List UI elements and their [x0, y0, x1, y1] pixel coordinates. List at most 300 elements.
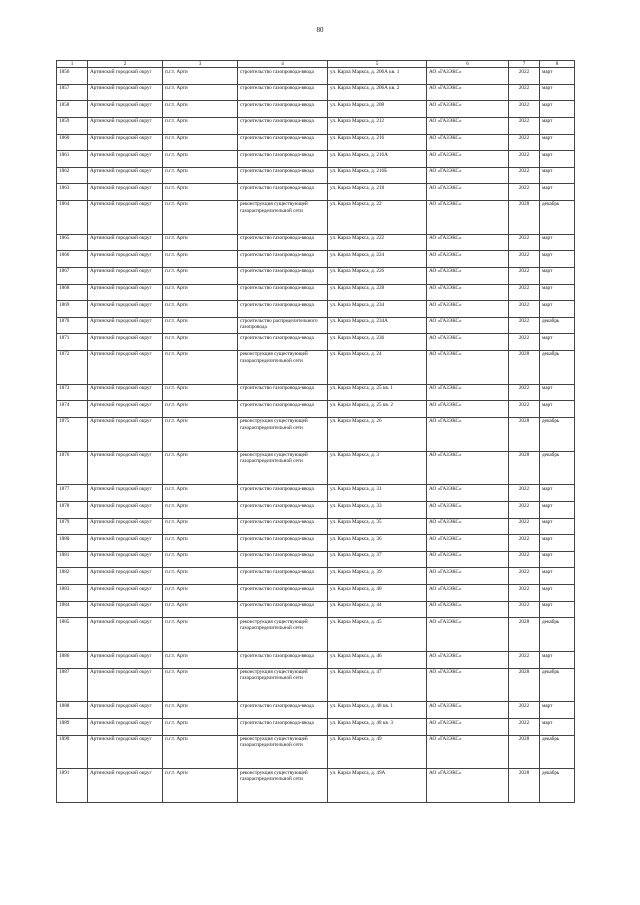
address-cell: ул. Карла Маркса, д. 216	[328, 134, 427, 151]
row-number-cell: 1862	[57, 167, 88, 184]
table-row	[57, 251, 575, 268]
settlement-cell: п.г.т. Арти	[163, 284, 238, 301]
year-cell: 2022	[509, 334, 540, 351]
register-table	[56, 60, 575, 803]
table-row	[57, 618, 575, 652]
row-number-cell: 1860	[57, 134, 88, 151]
address-cell: ул. Карла Маркса, д. 49	[328, 735, 427, 769]
month-cell: декабрь	[540, 317, 575, 334]
settlement-cell: п.г.т. Арти	[163, 719, 238, 736]
organization-cell: АО «ГАЗЭКС»	[427, 267, 509, 284]
row-number-cell: 1864	[57, 200, 88, 234]
address-cell: ул. Карла Маркса, д. 236	[328, 334, 427, 351]
municipality-cell: Артинский городской округ	[88, 451, 163, 485]
table-row	[57, 117, 575, 134]
year-cell: 2028	[509, 417, 540, 451]
year-cell: 2022	[509, 267, 540, 284]
table-row	[57, 585, 575, 602]
year-cell: 2028	[509, 451, 540, 485]
municipality-cell: Артинский городской округ	[88, 84, 163, 101]
municipality-cell: Артинский городской округ	[88, 719, 163, 736]
work-type-cell: строительство газопровода-ввода	[238, 267, 328, 284]
table-row	[57, 301, 575, 318]
organization-cell: АО «ГАЗЭКС»	[427, 317, 509, 334]
month-cell: март	[540, 184, 575, 201]
year-cell: 2028	[509, 200, 540, 234]
work-type-cell: строительство газопровода-ввода	[238, 234, 328, 251]
year-cell: 2022	[509, 518, 540, 535]
organization-cell: АО «ГАЗЭКС»	[427, 284, 509, 301]
month-cell: март	[540, 518, 575, 535]
municipality-cell: Артинский городской округ	[88, 134, 163, 151]
organization-cell: АО «ГАЗЭКС»	[427, 719, 509, 736]
month-cell: март	[540, 68, 575, 85]
organization-cell: АО «ГАЗЭКС»	[427, 702, 509, 719]
municipality-cell: Артинский городской округ	[88, 284, 163, 301]
work-type-cell: реконструкция существующей газораспределительной сети	[238, 350, 328, 384]
organization-cell: АО «ГАЗЭКС»	[427, 735, 509, 769]
organization-cell: АО «ГАЗЭКС»	[427, 535, 509, 552]
month-cell: март	[540, 134, 575, 151]
row-number-cell: 1877	[57, 485, 88, 502]
row-number-cell: 1875	[57, 417, 88, 451]
work-type-cell: строительство газопровода-ввода	[238, 652, 328, 669]
organization-cell: АО «ГАЗЭКС»	[427, 485, 509, 502]
municipality-cell: Артинский городской округ	[88, 184, 163, 201]
address-cell: ул. Карла Маркса, д. 40	[328, 585, 427, 602]
settlement-cell: п.г.т. Арти	[163, 334, 238, 351]
municipality-cell: Артинский городской округ	[88, 551, 163, 568]
year-cell: 2022	[509, 101, 540, 118]
address-cell: ул. Карла Маркса, д. 228	[328, 284, 427, 301]
municipality-cell: Артинский городской округ	[88, 200, 163, 234]
organization-cell: АО «ГАЗЭКС»	[427, 601, 509, 618]
month-cell: декабрь	[540, 451, 575, 485]
municipality-cell: Артинский городской округ	[88, 267, 163, 284]
table-row	[57, 200, 575, 234]
settlement-cell: п.г.т. Арти	[163, 151, 238, 168]
address-cell: ул. Карла Маркса, д. 216Б	[328, 167, 427, 184]
municipality-cell: Артинский городской округ	[88, 735, 163, 769]
municipality-cell: Артинский городской округ	[88, 350, 163, 384]
organization-cell: АО «ГАЗЭКС»	[427, 401, 509, 418]
row-number-cell: 1872	[57, 350, 88, 384]
month-cell: декабрь	[540, 350, 575, 384]
address-cell: ул. Карла Маркса, д. 47	[328, 668, 427, 702]
row-number-cell: 1859	[57, 117, 88, 134]
year-cell: 2022	[509, 151, 540, 168]
work-type-cell: строительство газопровода-ввода	[238, 518, 328, 535]
row-number-cell: 1861	[57, 151, 88, 168]
settlement-cell: п.г.т. Арти	[163, 535, 238, 552]
table-row	[57, 267, 575, 284]
table-row	[57, 518, 575, 535]
work-type-cell: реконструкция существующей газораспределительной сети	[238, 451, 328, 485]
address-cell: ул. Карла Маркса, д. 218	[328, 184, 427, 201]
year-cell: 2022	[509, 301, 540, 318]
row-number-cell: 1871	[57, 334, 88, 351]
municipality-cell: Артинский городской округ	[88, 485, 163, 502]
municipality-cell: Артинский городской округ	[88, 317, 163, 334]
settlement-cell: п.г.т. Арти	[163, 251, 238, 268]
organization-cell: АО «ГАЗЭКС»	[427, 234, 509, 251]
column-number-1: 1	[57, 61, 88, 68]
settlement-cell: п.г.т. Арти	[163, 317, 238, 334]
work-type-cell: реконструкция существующей газораспределительной сети	[238, 668, 328, 702]
address-cell: ул. Карла Маркса, д. 222	[328, 234, 427, 251]
organization-cell: АО «ГАЗЭКС»	[427, 618, 509, 652]
column-number-6: 6	[427, 61, 509, 68]
row-number-cell: 1888	[57, 702, 88, 719]
table-row	[57, 350, 575, 384]
municipality-cell: Артинский городской округ	[88, 234, 163, 251]
year-cell: 2028	[509, 668, 540, 702]
table-row	[57, 417, 575, 451]
month-cell: декабрь	[540, 668, 575, 702]
address-cell: ул. Карла Маркса, д. 33	[328, 502, 427, 519]
row-number-cell: 1890	[57, 735, 88, 769]
work-type-cell: реконструкция существующей газораспределительной сети	[238, 200, 328, 234]
work-type-cell: строительство газопровода-ввода	[238, 719, 328, 736]
table-row	[57, 68, 575, 85]
table-row	[57, 451, 575, 485]
table-row	[57, 384, 575, 401]
organization-cell: АО «ГАЗЭКС»	[427, 151, 509, 168]
year-cell: 2022	[509, 284, 540, 301]
row-number-cell: 1863	[57, 184, 88, 201]
month-cell: март	[540, 117, 575, 134]
year-cell: 2028	[509, 769, 540, 803]
row-number-cell: 1869	[57, 301, 88, 318]
work-type-cell: строительство газопровода-ввода	[238, 68, 328, 85]
settlement-cell: п.г.т. Арти	[163, 502, 238, 519]
organization-cell: АО «ГАЗЭКС»	[427, 585, 509, 602]
organization-cell: АО «ГАЗЭКС»	[427, 652, 509, 669]
table-row	[57, 334, 575, 351]
address-cell: ул. Карла Маркса, д. 25 кв. 2	[328, 401, 427, 418]
year-cell: 2022	[509, 401, 540, 418]
work-type-cell: реконструкция существующей газораспределительной сети	[238, 769, 328, 803]
address-cell: ул. Карла Маркса, д. 208	[328, 101, 427, 118]
month-cell: декабрь	[540, 769, 575, 803]
month-cell: март	[540, 151, 575, 168]
month-cell: март	[540, 167, 575, 184]
work-type-cell: реконструкция существующей газораспределительной сети	[238, 735, 328, 769]
address-cell: ул. Карла Маркса, д. 26	[328, 417, 427, 451]
work-type-cell: строительство газопровода-ввода	[238, 551, 328, 568]
work-type-cell: строительство газопровода-ввода	[238, 84, 328, 101]
table-row	[57, 735, 575, 769]
row-number-cell: 1857	[57, 84, 88, 101]
work-type-cell: строительство газопровода-ввода	[238, 601, 328, 618]
organization-cell: АО «ГАЗЭКС»	[427, 668, 509, 702]
table-row	[57, 502, 575, 519]
table-row	[57, 151, 575, 168]
municipality-cell: Артинский городской округ	[88, 117, 163, 134]
table-row	[57, 167, 575, 184]
organization-cell: АО «ГАЗЭКС»	[427, 502, 509, 519]
address-cell: ул. Карла Маркса, д. 48 кв. 1	[328, 702, 427, 719]
organization-cell: АО «ГАЗЭКС»	[427, 68, 509, 85]
settlement-cell: п.г.т. Арти	[163, 652, 238, 669]
year-cell: 2028	[509, 618, 540, 652]
work-type-cell: строительство газопровода-ввода	[238, 334, 328, 351]
municipality-cell: Артинский городской округ	[88, 301, 163, 318]
year-cell: 2022	[509, 234, 540, 251]
row-number-cell: 1866	[57, 251, 88, 268]
organization-cell: АО «ГАЗЭКС»	[427, 451, 509, 485]
month-cell: март	[540, 502, 575, 519]
organization-cell: АО «ГАЗЭКС»	[427, 117, 509, 134]
address-cell: ул. Карла Маркса, д. 24	[328, 350, 427, 384]
municipality-cell: Артинский городской округ	[88, 401, 163, 418]
year-cell: 2022	[509, 702, 540, 719]
table-row	[57, 284, 575, 301]
month-cell: март	[540, 485, 575, 502]
organization-cell: АО «ГАЗЭКС»	[427, 417, 509, 451]
month-cell: март	[540, 284, 575, 301]
table-header-row	[57, 61, 575, 68]
settlement-cell: п.г.т. Арти	[163, 101, 238, 118]
address-cell: ул. Карла Маркса, д. 48 кв. 3	[328, 719, 427, 736]
work-type-cell: строительство газопровода-ввода	[238, 568, 328, 585]
row-number-cell: 1880	[57, 535, 88, 552]
year-cell: 2022	[509, 502, 540, 519]
row-number-cell: 1876	[57, 451, 88, 485]
settlement-cell: п.г.т. Арти	[163, 401, 238, 418]
row-number-cell: 1865	[57, 234, 88, 251]
month-cell: декабрь	[540, 735, 575, 769]
settlement-cell: п.г.т. Арти	[163, 200, 238, 234]
municipality-cell: Артинский городской округ	[88, 585, 163, 602]
work-type-cell: строительство газопровода-ввода	[238, 167, 328, 184]
column-number-8: 8	[540, 61, 575, 68]
work-type-cell: строительство газопровода-ввода	[238, 184, 328, 201]
month-cell: декабрь	[540, 200, 575, 234]
month-cell: март	[540, 334, 575, 351]
row-number-cell: 1886	[57, 652, 88, 669]
work-type-cell: строительство газопровода-ввода	[238, 384, 328, 401]
month-cell: декабрь	[540, 417, 575, 451]
address-cell: ул. Карла Маркса, д. 234А	[328, 317, 427, 334]
address-cell: ул. Карла Маркса, д. 37	[328, 551, 427, 568]
table-row	[57, 184, 575, 201]
year-cell: 2022	[509, 68, 540, 85]
organization-cell: АО «ГАЗЭКС»	[427, 134, 509, 151]
month-cell: март	[540, 301, 575, 318]
table-row	[57, 568, 575, 585]
table-row	[57, 551, 575, 568]
year-cell: 2022	[509, 184, 540, 201]
settlement-cell: п.г.т. Арти	[163, 84, 238, 101]
settlement-cell: п.г.т. Арти	[163, 551, 238, 568]
organization-cell: АО «ГАЗЭКС»	[427, 334, 509, 351]
month-cell: март	[540, 101, 575, 118]
table-row	[57, 485, 575, 502]
table-row	[57, 769, 575, 803]
municipality-cell: Артинский городской округ	[88, 167, 163, 184]
row-number-cell: 1874	[57, 401, 88, 418]
year-cell: 2022	[509, 535, 540, 552]
organization-cell: АО «ГАЗЭКС»	[427, 184, 509, 201]
year-cell: 2022	[509, 601, 540, 618]
address-cell: ул. Карла Маркса, д. 22	[328, 200, 427, 234]
row-number-cell: 1884	[57, 601, 88, 618]
settlement-cell: п.г.т. Арти	[163, 568, 238, 585]
year-cell: 2022	[509, 585, 540, 602]
year-cell: 2028	[509, 735, 540, 769]
month-cell: декабрь	[540, 618, 575, 652]
address-cell: ул. Карла Маркса, д. 39	[328, 568, 427, 585]
address-cell: ул. Карла Маркса, д. 46	[328, 652, 427, 669]
organization-cell: АО «ГАЗЭКС»	[427, 251, 509, 268]
address-cell: ул. Карла Маркса, д. 31	[328, 485, 427, 502]
table-row	[57, 652, 575, 669]
organization-cell: АО «ГАЗЭКС»	[427, 167, 509, 184]
municipality-cell: Артинский городской округ	[88, 769, 163, 803]
row-number-cell: 1878	[57, 502, 88, 519]
table-row	[57, 134, 575, 151]
settlement-cell: п.г.т. Арти	[163, 267, 238, 284]
year-cell: 2022	[509, 568, 540, 585]
municipality-cell: Артинский городской округ	[88, 151, 163, 168]
month-cell: март	[540, 652, 575, 669]
year-cell: 2028	[509, 350, 540, 384]
row-number-cell: 1879	[57, 518, 88, 535]
month-cell: март	[540, 585, 575, 602]
settlement-cell: п.г.т. Арти	[163, 417, 238, 451]
address-cell: ул. Карла Маркса, д. 212	[328, 117, 427, 134]
year-cell: 2022	[509, 117, 540, 134]
year-cell: 2022	[509, 384, 540, 401]
month-cell: март	[540, 384, 575, 401]
column-number-4: 4	[238, 61, 328, 68]
address-cell: ул. Карла Маркса, д. 234	[328, 301, 427, 318]
page-number: 80	[316, 26, 324, 34]
settlement-cell: п.г.т. Арти	[163, 68, 238, 85]
table-row	[57, 535, 575, 552]
settlement-cell: п.г.т. Арти	[163, 702, 238, 719]
month-cell: март	[540, 234, 575, 251]
year-cell: 2022	[509, 84, 540, 101]
row-number-cell: 1887	[57, 668, 88, 702]
row-number-cell: 1891	[57, 769, 88, 803]
table-row	[57, 719, 575, 736]
settlement-cell: п.г.т. Арти	[163, 134, 238, 151]
work-type-cell: строительство распределительного газопровода	[238, 317, 328, 334]
month-cell: март	[540, 84, 575, 101]
year-cell: 2022	[509, 652, 540, 669]
work-type-cell: строительство газопровода-ввода	[238, 535, 328, 552]
column-number-7: 7	[509, 61, 540, 68]
table-row	[57, 702, 575, 719]
row-number-cell: 1858	[57, 101, 88, 118]
municipality-cell: Артинский городской округ	[88, 568, 163, 585]
table-row	[57, 234, 575, 251]
row-number-cell: 1889	[57, 719, 88, 736]
municipality-cell: Артинский городской округ	[88, 518, 163, 535]
column-number-3: 3	[163, 61, 238, 68]
month-cell: март	[540, 535, 575, 552]
column-number-2: 2	[88, 61, 163, 68]
row-number-cell: 1856	[57, 68, 88, 85]
work-type-cell: строительство газопровода-ввода	[238, 101, 328, 118]
municipality-cell: Артинский городской округ	[88, 251, 163, 268]
work-type-cell: строительство газопровода-ввода	[238, 485, 328, 502]
municipality-cell: Артинский городской округ	[88, 601, 163, 618]
year-cell: 2022	[509, 134, 540, 151]
address-cell: ул. Карла Маркса, д. 45	[328, 618, 427, 652]
month-cell: март	[540, 702, 575, 719]
settlement-cell: п.г.т. Арти	[163, 167, 238, 184]
row-number-cell: 1870	[57, 317, 88, 334]
municipality-cell: Артинский городской округ	[88, 535, 163, 552]
address-cell: ул. Карла Маркса, д. 3	[328, 451, 427, 485]
row-number-cell: 1882	[57, 568, 88, 585]
year-cell: 2022	[509, 719, 540, 736]
organization-cell: АО «ГАЗЭКС»	[427, 301, 509, 318]
work-type-cell: строительство газопровода-ввода	[238, 117, 328, 134]
work-type-cell: строительство газопровода-ввода	[238, 702, 328, 719]
address-cell: ул. Карла Маркса, д. 25 кв. 1	[328, 384, 427, 401]
municipality-cell: Артинский городской округ	[88, 384, 163, 401]
municipality-cell: Артинский городской округ	[88, 417, 163, 451]
address-cell: ул. Карла Маркса, д. 49А	[328, 769, 427, 803]
year-cell: 2022	[509, 485, 540, 502]
municipality-cell: Артинский городской округ	[88, 702, 163, 719]
municipality-cell: Артинский городской округ	[88, 652, 163, 669]
settlement-cell: п.г.т. Арти	[163, 769, 238, 803]
settlement-cell: п.г.т. Арти	[163, 585, 238, 602]
month-cell: март	[540, 601, 575, 618]
row-number-cell: 1873	[57, 384, 88, 401]
address-cell: ул. Карла Маркса, д. 36	[328, 535, 427, 552]
address-cell: ул. Карла Маркса, д. 216А	[328, 151, 427, 168]
table-row	[57, 84, 575, 101]
municipality-cell: Артинский городской округ	[88, 618, 163, 652]
organization-cell: АО «ГАЗЭКС»	[427, 200, 509, 234]
table-row	[57, 101, 575, 118]
address-cell: ул. Карла Маркса, д. 226	[328, 267, 427, 284]
settlement-cell: п.г.т. Арти	[163, 518, 238, 535]
settlement-cell: п.г.т. Арти	[163, 735, 238, 769]
work-type-cell: строительство газопровода-ввода	[238, 284, 328, 301]
municipality-cell: Артинский городской округ	[88, 68, 163, 85]
work-type-cell: строительство газопровода-ввода	[238, 151, 328, 168]
table-row	[57, 317, 575, 334]
address-cell: ул. Карла Маркса, д. 224	[328, 251, 427, 268]
work-type-cell: реконструкция существующей газораспределительной сети	[238, 618, 328, 652]
settlement-cell: п.г.т. Арти	[163, 184, 238, 201]
settlement-cell: п.г.т. Арти	[163, 668, 238, 702]
organization-cell: АО «ГАЗЭКС»	[427, 84, 509, 101]
month-cell: март	[540, 719, 575, 736]
month-cell: март	[540, 551, 575, 568]
address-cell: ул. Карла Маркса, д. 206А кв. 1	[328, 68, 427, 85]
work-type-cell: строительство газопровода-ввода	[238, 401, 328, 418]
municipality-cell: Артинский городской округ	[88, 101, 163, 118]
year-cell: 2022	[509, 551, 540, 568]
settlement-cell: п.г.т. Арти	[163, 485, 238, 502]
work-type-cell: реконструкция существующей газораспределительной сети	[238, 417, 328, 451]
organization-cell: АО «ГАЗЭКС»	[427, 769, 509, 803]
municipality-cell: Артинский городской округ	[88, 502, 163, 519]
row-number-cell: 1883	[57, 585, 88, 602]
work-type-cell: строительство газопровода-ввода	[238, 585, 328, 602]
year-cell: 2022	[509, 251, 540, 268]
organization-cell: АО «ГАЗЭКС»	[427, 350, 509, 384]
settlement-cell: п.г.т. Арти	[163, 601, 238, 618]
